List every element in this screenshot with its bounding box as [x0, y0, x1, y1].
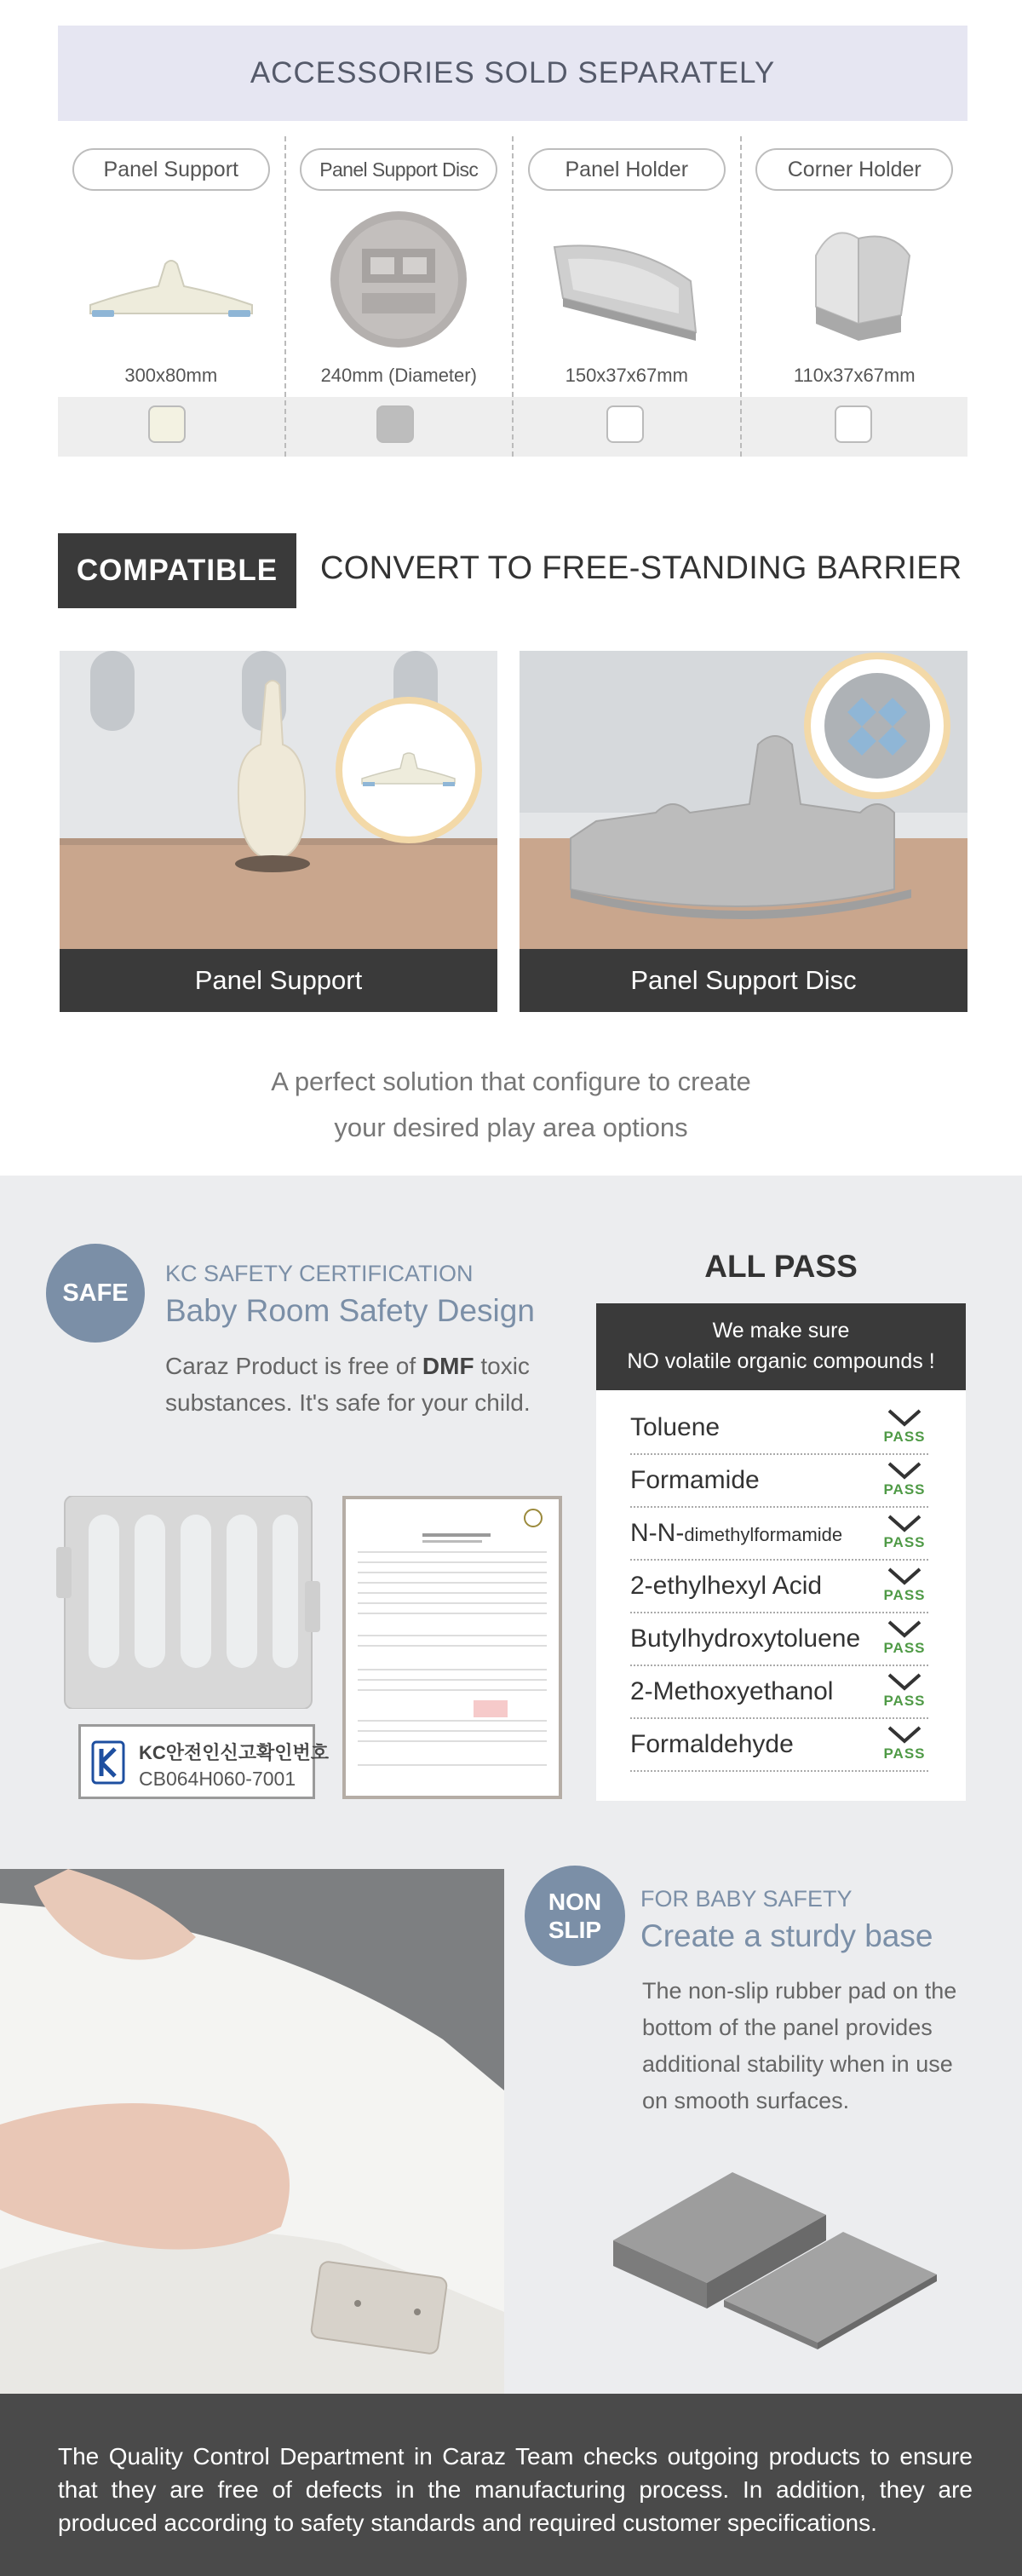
- pass-row: [630, 1561, 928, 1613]
- pass-check: [881, 1671, 928, 1716]
- all-pass-title: ALL PASS: [704, 1249, 858, 1284]
- all-pass-header-line2: NO volatile organic compounds !: [627, 1349, 935, 1373]
- accessories-grid: [58, 136, 967, 457]
- compound-name: 2-ethylhexyl Acid: [630, 1572, 823, 1600]
- non-slip-photo: [0, 1869, 504, 2394]
- gate-panel-image: [56, 1496, 320, 1709]
- non-slip-badge-line1: NON: [548, 1889, 602, 1915]
- compound-name: Toluene: [630, 1413, 721, 1441]
- footer: [0, 2394, 1022, 2576]
- compatible-heading: CONVERT TO FREE-STANDING BARRIER: [320, 550, 962, 586]
- accessory-size: 110x37x67mm: [793, 365, 916, 386]
- kc-label: [78, 1724, 330, 1799]
- pass-label: PASS: [883, 1640, 926, 1656]
- panel-support-disc-image: [301, 204, 497, 366]
- non-slip-title: Create a sturdy base: [640, 1918, 933, 1953]
- non-slip-badge: [525, 1866, 625, 1966]
- pass-row: [630, 1455, 928, 1508]
- color-swatch-cream[interactable]: [148, 405, 186, 443]
- panel-support-photo: [60, 651, 497, 949]
- pass-check: [881, 1460, 928, 1504]
- kc-title: Baby Room Safety Design: [165, 1293, 535, 1328]
- check-icon: [887, 1407, 922, 1429]
- all-pass-header: [596, 1303, 966, 1390]
- certificate-document-image: [342, 1496, 562, 1799]
- compound-name: Formaldehyde: [630, 1730, 794, 1758]
- color-swatch-gray[interactable]: [376, 405, 414, 443]
- kc-body-post: toxic substances. It's safe for your child.: [165, 1353, 531, 1416]
- panel-holder-image: [529, 204, 725, 366]
- kc-body-pre: Caraz Product is free of: [165, 1353, 422, 1379]
- all-pass-header-line1: We make sure: [712, 1319, 850, 1343]
- pass-label: PASS: [883, 1534, 926, 1550]
- kc-label-line2: CB064H060-7001: [139, 1768, 296, 1790]
- kc-label-line1: KC안전인신고확인번호: [139, 1742, 330, 1763]
- compound-name: [630, 1519, 842, 1548]
- accessory-name: Panel Holder: [528, 148, 726, 191]
- pass-check: [881, 1619, 928, 1663]
- accessories-banner: [58, 26, 967, 121]
- color-swatch-white[interactable]: [835, 405, 872, 443]
- accessory-name: Panel Support Disc: [300, 148, 497, 191]
- pass-check: [881, 1407, 928, 1452]
- corner-holder-image: [756, 204, 952, 366]
- kc-body: [165, 1348, 591, 1421]
- pass-row: [630, 1508, 928, 1561]
- color-swatch-white[interactable]: [606, 405, 644, 443]
- kc-body-bold: DMF: [422, 1353, 474, 1379]
- compound-name-prefix: N-N-: [630, 1519, 685, 1547]
- pass-check: [881, 1513, 928, 1557]
- pass-label: PASS: [883, 1745, 926, 1762]
- check-icon: [887, 1513, 922, 1535]
- pass-label: PASS: [883, 1429, 926, 1445]
- non-slip-badge-line2: SLIP: [548, 1917, 602, 1943]
- accessories-title: ACCESSORIES SOLD SEPARATELY: [250, 56, 776, 89]
- accessory-size: 300x80mm: [124, 365, 218, 386]
- pass-row: [630, 1666, 928, 1719]
- footer-text: The Quality Control Department in Caraz Team checks outgoing products to ensure that they are free of defects in the manufacturing process. In addition, they are produced according to safety standards and required customer specifications.: [58, 2443, 973, 2536]
- pass-check: [881, 1724, 928, 1768]
- check-icon: [887, 1671, 922, 1693]
- panel-support-disc-photo: [520, 651, 967, 949]
- panel-support-caption: Panel Support: [60, 949, 497, 1012]
- compound-name-suffix: dimethylformamide: [684, 1524, 843, 1545]
- pass-check: [881, 1566, 928, 1610]
- compatible-badge: COMPATIBLE: [58, 533, 296, 608]
- kc-eyebrow: KC SAFETY CERTIFICATION: [165, 1261, 474, 1286]
- check-icon: [887, 1619, 922, 1641]
- non-slip-body: The non-slip rubber pad on the bottom of the panel provides additional stability when in use on smooth surfaces.: [642, 1978, 957, 2113]
- check-icon: [887, 1566, 922, 1588]
- pass-list: [630, 1402, 928, 1772]
- solution-line-1: A perfect solution that configure to create: [271, 1067, 751, 1096]
- pass-label: PASS: [883, 1587, 926, 1603]
- compound-name: 2-Methoxyethanol: [630, 1677, 834, 1705]
- check-icon: [887, 1460, 922, 1482]
- solution-line-2: your desired play area options: [334, 1113, 688, 1142]
- compound-name: Butylhydroxytoluene: [630, 1624, 861, 1653]
- rubber-pads-image: [596, 2130, 954, 2351]
- pass-label: PASS: [883, 1481, 926, 1498]
- pass-row: [630, 1402, 928, 1455]
- compound-name: Formamide: [630, 1466, 760, 1494]
- accessory-size: 150x37x67mm: [565, 365, 688, 386]
- accessory-name: Corner Holder: [755, 148, 953, 191]
- pass-label: PASS: [883, 1693, 926, 1709]
- accessory-name: Panel Support: [72, 148, 270, 191]
- kc-logo-icon: [91, 1739, 125, 1786]
- accessory-size: 240mm (Diameter): [320, 365, 477, 386]
- pass-row: [630, 1719, 928, 1772]
- panel-support-image: [73, 204, 269, 366]
- non-slip-eyebrow: FOR BABY SAFETY: [640, 1886, 853, 1912]
- safe-badge: SAFE: [46, 1244, 145, 1343]
- check-icon: [887, 1724, 922, 1746]
- pass-row: [630, 1613, 928, 1666]
- panel-support-disc-caption: Panel Support Disc: [520, 949, 967, 1012]
